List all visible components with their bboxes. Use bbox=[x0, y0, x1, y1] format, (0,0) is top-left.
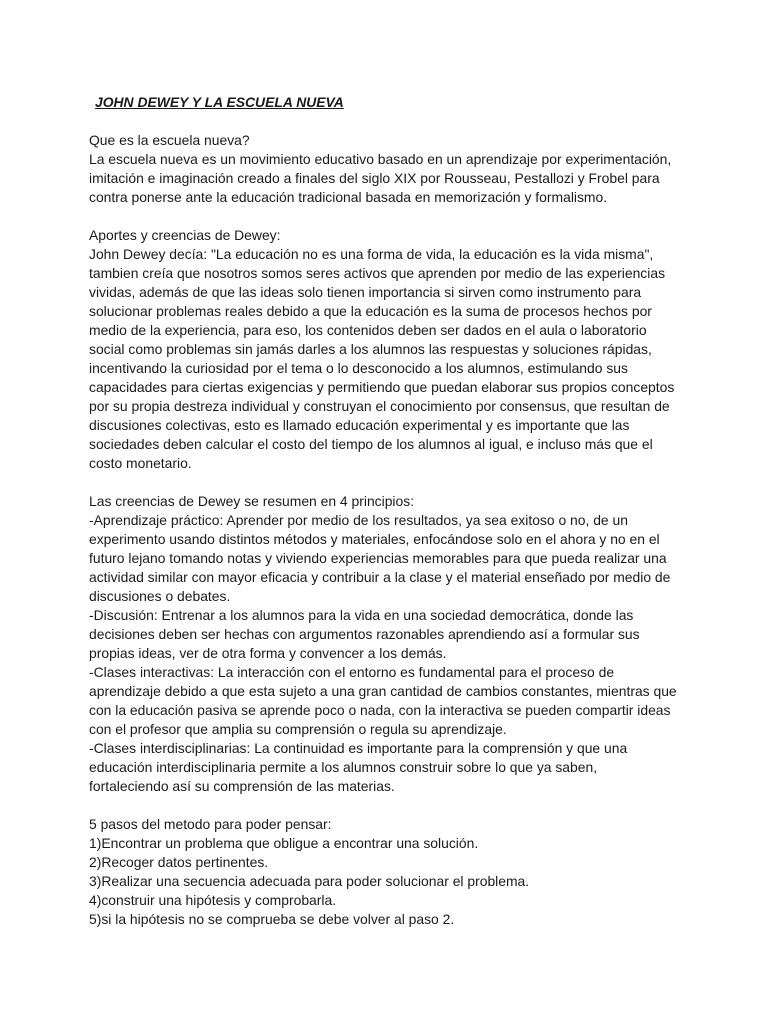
text-line: actividad similar con mayor eficacia y contribuir a la clase y el material enseñado por medio de bbox=[89, 569, 671, 585]
text-line: vividas, además de que las ideas solo tienen importancia si sirven como instrumento para bbox=[89, 284, 642, 300]
text-line: imitación e imaginación creado a finales del siglo XIX por Rousseau, Pestallozi y Frobel para bbox=[89, 170, 660, 186]
text-line: contra ponerse ante la educación tradicional basada en memorización y formalismo. bbox=[89, 189, 608, 205]
text-line: Que es la escuela nueva? bbox=[89, 132, 250, 148]
text-line: -Clases interactivas: La interacción con el entorno es fundamental para el proceso de bbox=[89, 664, 615, 680]
section-pasos-metodo bbox=[89, 815, 689, 929]
section-principios bbox=[89, 492, 689, 796]
text-line: Aportes y creencias de Dewey: bbox=[89, 227, 281, 243]
text-line: experimento usando distintos métodos y materiales, enfocándose solo en el ahora y no en el bbox=[89, 531, 660, 547]
section-escuela-nueva bbox=[89, 131, 689, 207]
text-line: 5)si la hipótesis no se comprueba se debe volver al paso 2. bbox=[89, 911, 455, 927]
text-line: decisiones deben ser hechas con argumentos razonables aprendiendo así a formular sus bbox=[89, 626, 640, 642]
text-line: capacidades para ciertas exigencias y permitiendo que puedan elaborar sus propios conceptos bbox=[89, 379, 675, 395]
text-line: discusiones colectivas, esto es llamado educación experimental y es importante que las bbox=[89, 417, 630, 433]
text-line: social como problemas sin jamás darles a los alumnos las respuestas y soluciones rápidas, bbox=[89, 341, 652, 357]
text-line: -Discusión: Entrenar a los alumnos para la vida en una sociedad democrática, donde las bbox=[89, 607, 634, 623]
text-line: futuro lejano tomando notas y viviendo experiencias memorables para que pueda realizar una bbox=[89, 550, 667, 566]
text-line: tambien creía que nosotros somos seres activos que aprenden por medio de las experiencias bbox=[89, 265, 666, 281]
text-line: incentivando la curiosidad por el tema o lo desconocido a los alumnos, estimulando sus bbox=[89, 360, 628, 376]
text-line: -Clases interdisciplinarias: La continuidad es importante para la comprensión y que una bbox=[89, 740, 628, 756]
text-line: 5 pasos del metodo para poder pensar: bbox=[89, 816, 332, 832]
text-line: fortaleciendo así su comprensión de las materias. bbox=[89, 778, 395, 794]
text-line: costo monetario. bbox=[89, 455, 192, 471]
text-line: solucionar problemas reales debido a que la educación es la suma de procesos hechos por bbox=[89, 303, 652, 319]
text-line: -Aprendizaje práctico: Aprender por medio de los resultados, ya sea exitoso o no, de un bbox=[89, 512, 628, 528]
document-page bbox=[89, 93, 689, 948]
text-line: medio de la experiencia, para eso, los contenidos deben ser dados en el aula o laboratorio bbox=[89, 322, 647, 338]
text-line: con el profesor que amplia su comprensión o regula su aprendizaje. bbox=[89, 721, 507, 737]
text-line: 3)Realizar una secuencia adecuada para poder solucionar el problema. bbox=[89, 873, 530, 889]
text-line: educación interdisciplinaria permite a los alumnos construir sobre lo que ya saben, bbox=[89, 759, 598, 775]
text-line: 1)Encontrar un problema que obligue a encontrar una solución. bbox=[89, 835, 479, 851]
text-line: sociedades deben calcular el costo del tiempo de los alumnos al igual, e incluso más que el bbox=[89, 436, 653, 452]
section-aportes-dewey bbox=[89, 226, 689, 473]
text-line: por su propia destreza individual y construyan el conocimiento por consensus, que resultan de bbox=[89, 398, 670, 414]
text-line: propias ideas, ver de otra forma y convencer a los demás. bbox=[89, 645, 447, 661]
text-line: John Dewey decía: "La educación no es una forma de vida, la educación es la vida misma", bbox=[89, 246, 654, 262]
text-line: con la educación pasiva se aprende poco o nada, con la interactiva se pueden compartir ideas bbox=[89, 702, 671, 718]
text-line: Las creencias de Dewey se resumen en 4 principios: bbox=[89, 493, 415, 509]
text-line: 4)construir una hipótesis y comprobarla. bbox=[89, 892, 337, 908]
document-title: JOHN DEWEY Y LA ESCUELA NUEVA bbox=[95, 94, 344, 110]
text-line: aprendizaje debido a que esta sujeto a una gran cantidad de cambios constantes, mientras que bbox=[89, 683, 677, 699]
text-line: La escuela nueva es un movimiento educativo basado en un aprendizaje por experimentación, bbox=[89, 151, 672, 167]
text-line: discusiones o debates. bbox=[89, 588, 231, 604]
text-line: 2)Recoger datos pertinentes. bbox=[89, 854, 269, 870]
